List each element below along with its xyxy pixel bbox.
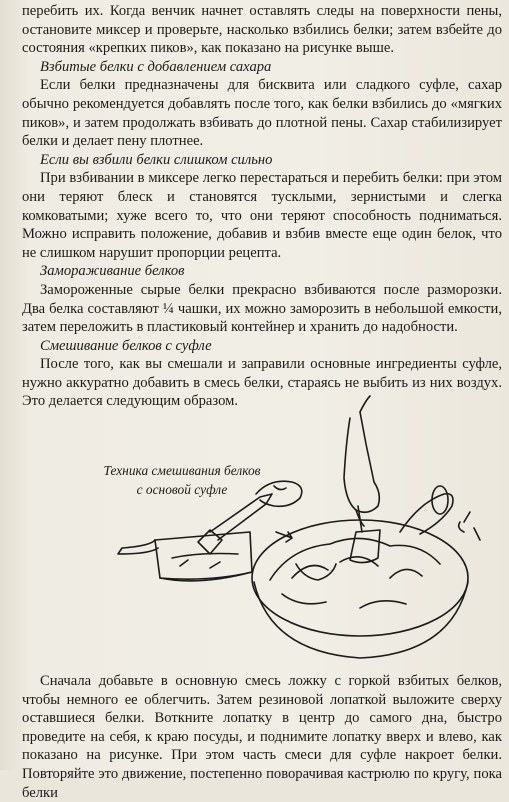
bottom-text-block xyxy=(22,672,502,802)
heading-sugar: Взбитые белки с добавлением сахара xyxy=(40,58,272,75)
heading-overbeaten: Если вы взбили белки слишком сильно xyxy=(40,151,273,168)
small-saucepan-drawing xyxy=(118,481,302,581)
paragraph-overbeaten: При взбивании в миксере легко перестараться и перебить белки: при этом они теряют блеск и становятся тусклыми, зернистыми и слегка комковатыми; хуже всего то, что они теряют способность подниматься. Можно исправить положение, добавив и взбив вместе еще один белок, что не слишком нарушит пропорции рецепта. xyxy=(22,170,502,261)
paragraph-continuation: перебить их. Когда венчик начнет оставлять следы на поверхности пены, остановите миксер и проверьте, насколько взбились белки; затем взбейте до состояния «крепких пиков», как показано на рисунке выше. xyxy=(22,3,502,57)
paragraph-freezing: Замороженные сырые белки прекрасно взбиваются после разморозки. Два белка составляют ¼ чашки, их можно заморозить в небольшой емкости, затем переложить в пластиковый контейнер и хранить до надобности. xyxy=(22,281,502,336)
paragraph-sugar: Если белки предназначены для бисквита или сладкого суфле, сахар обычно рекомендуется добавлять после того, как белки взбились до «мягких пиков», и затем продолжать взбивать до плотной пены. Сахар стабилизирует белки и делает пену плотнее. xyxy=(22,77,502,150)
folding-illustration xyxy=(60,382,500,664)
bowl-drawing xyxy=(252,396,480,658)
top-text-block xyxy=(22,2,502,411)
paragraph-folding-steps: Сначала добавьте в основную смесь ложку с горкой взбитых белков, чтобы немного ее облегчить. Затем резиновой лопаткой выложите сверху оставшиеся белки. Воткните лопатку в центр до самого дна, быстро проведите на себя, к краю посуды, и поднимите лопатку вверх и влево, как показано на рисунке. При этом часть смеси для суфле накроет белки. Повторяйте это движение, постепенно поворачивая кастрюлю по кругу, пока белки xyxy=(22,673,502,801)
heading-freezing: Замораживание белков xyxy=(40,263,185,280)
paragraph-folding: После того, как вы смешали и заправили основные ингредиенты суфле, нужно аккуратно добавить в смесь белки, стараясь не выбить из них воздух. Это делается следующим образом. xyxy=(22,356,502,410)
caption-line-2: с основой суфле xyxy=(136,482,228,497)
caption-line-1: Техника смешивания белков xyxy=(103,463,261,478)
heading-folding: Смешивание белков с суфле xyxy=(40,337,212,354)
